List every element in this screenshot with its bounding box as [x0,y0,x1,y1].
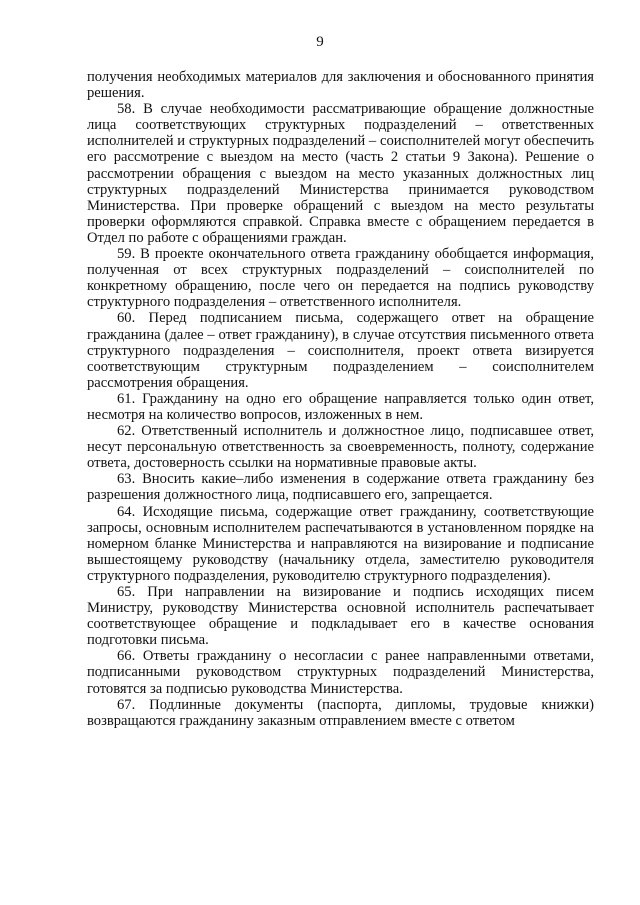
paragraph-62: 62. Ответственный исполнитель и должностное лицо, подписавшее ответ, несут персональную ответственность за своевременность, полноту, содержание ответа, достоверность ссылки на нормативные правовые акты. [87,423,594,472]
paragraph-64: 64. Исходящие письма, содержащие ответ гражданину, соответствующие запросы, основным исполнителем распечатываются в установленном порядке на номерном бланке Министерства и направляются на визирование и подписание вышестоящему руководству (начальнику отдела, заместителю руководителя структурного подразделения, руководителю структурного подразделения). [87,503,594,584]
paragraph-66: 66. Ответы гражданину о несогласии с ранее направленными ответами, подписанными руководством структурных подразделений Министерства, готовятся за подписью руководства Министерства. [87,648,594,697]
paragraph-63: 63. Вносить какие–либо изменения в содержание ответа гражданину без разрешения должностного лица, подписавшего его, запрещается. [87,471,594,504]
paragraph-61: 61. Гражданину на одно его обращение направляется только один ответ, несмотря на количество вопросов, изложенных в нем. [87,390,594,423]
document-body [87,69,594,729]
paragraph-67: 67. Подлинные документы (паспорта, дипломы, трудовые книжки) возвращаются гражданину заказным отправлением вместе с ответом [87,696,594,729]
paragraph-60: 60. Перед подписанием письма, содержащего ответ на обращение гражданина (далее – ответ гражданину), в случае отсутствия письменного ответа структурного подразделения – соисполнителя, проект ответа визируется соответствующим структурным подразделением – соисполнителем рассмотрения обращения. [87,310,594,391]
paragraph-59: 59. В проекте окончательного ответа гражданину обобщается информация, полученная от всех структурных подразделений – соисполнителей по конкретному обращению, после чего он передается на подпись руководству структурного подразделения – ответственного исполнителя. [87,246,594,311]
paragraph-continuation: получения необходимых материалов для заключения и обоснованного принятия решения. [87,69,594,102]
page-number: 9 [316,34,324,50]
paragraph-65: 65. При направлении на визирование и подпись исходящих писем Министру, руководству Министерства основной исполнитель распечатывает соответствующее обращение и подкладывает его в качестве основания подготовки письма. [87,584,594,649]
paragraph-58: 58. В случае необходимости рассматривающие обращение должностные лица соответствующих структурных подразделений – ответственных исполнителей и структурных подразделений – соисполнителей могут обеспечить его рассмотрение с выездом на место (часть 2 статьи 9 Закона). Решение о рассмотрении обращения с выездом на место указанных должностных лиц структурных подразделений Министерства принимается руководством Министерства. При проверке обращений с выездом на место результаты проверки оформляются справкой. Справка вместе с обращением передается в Отдел по работе с обращениями граждан. [87,101,594,246]
